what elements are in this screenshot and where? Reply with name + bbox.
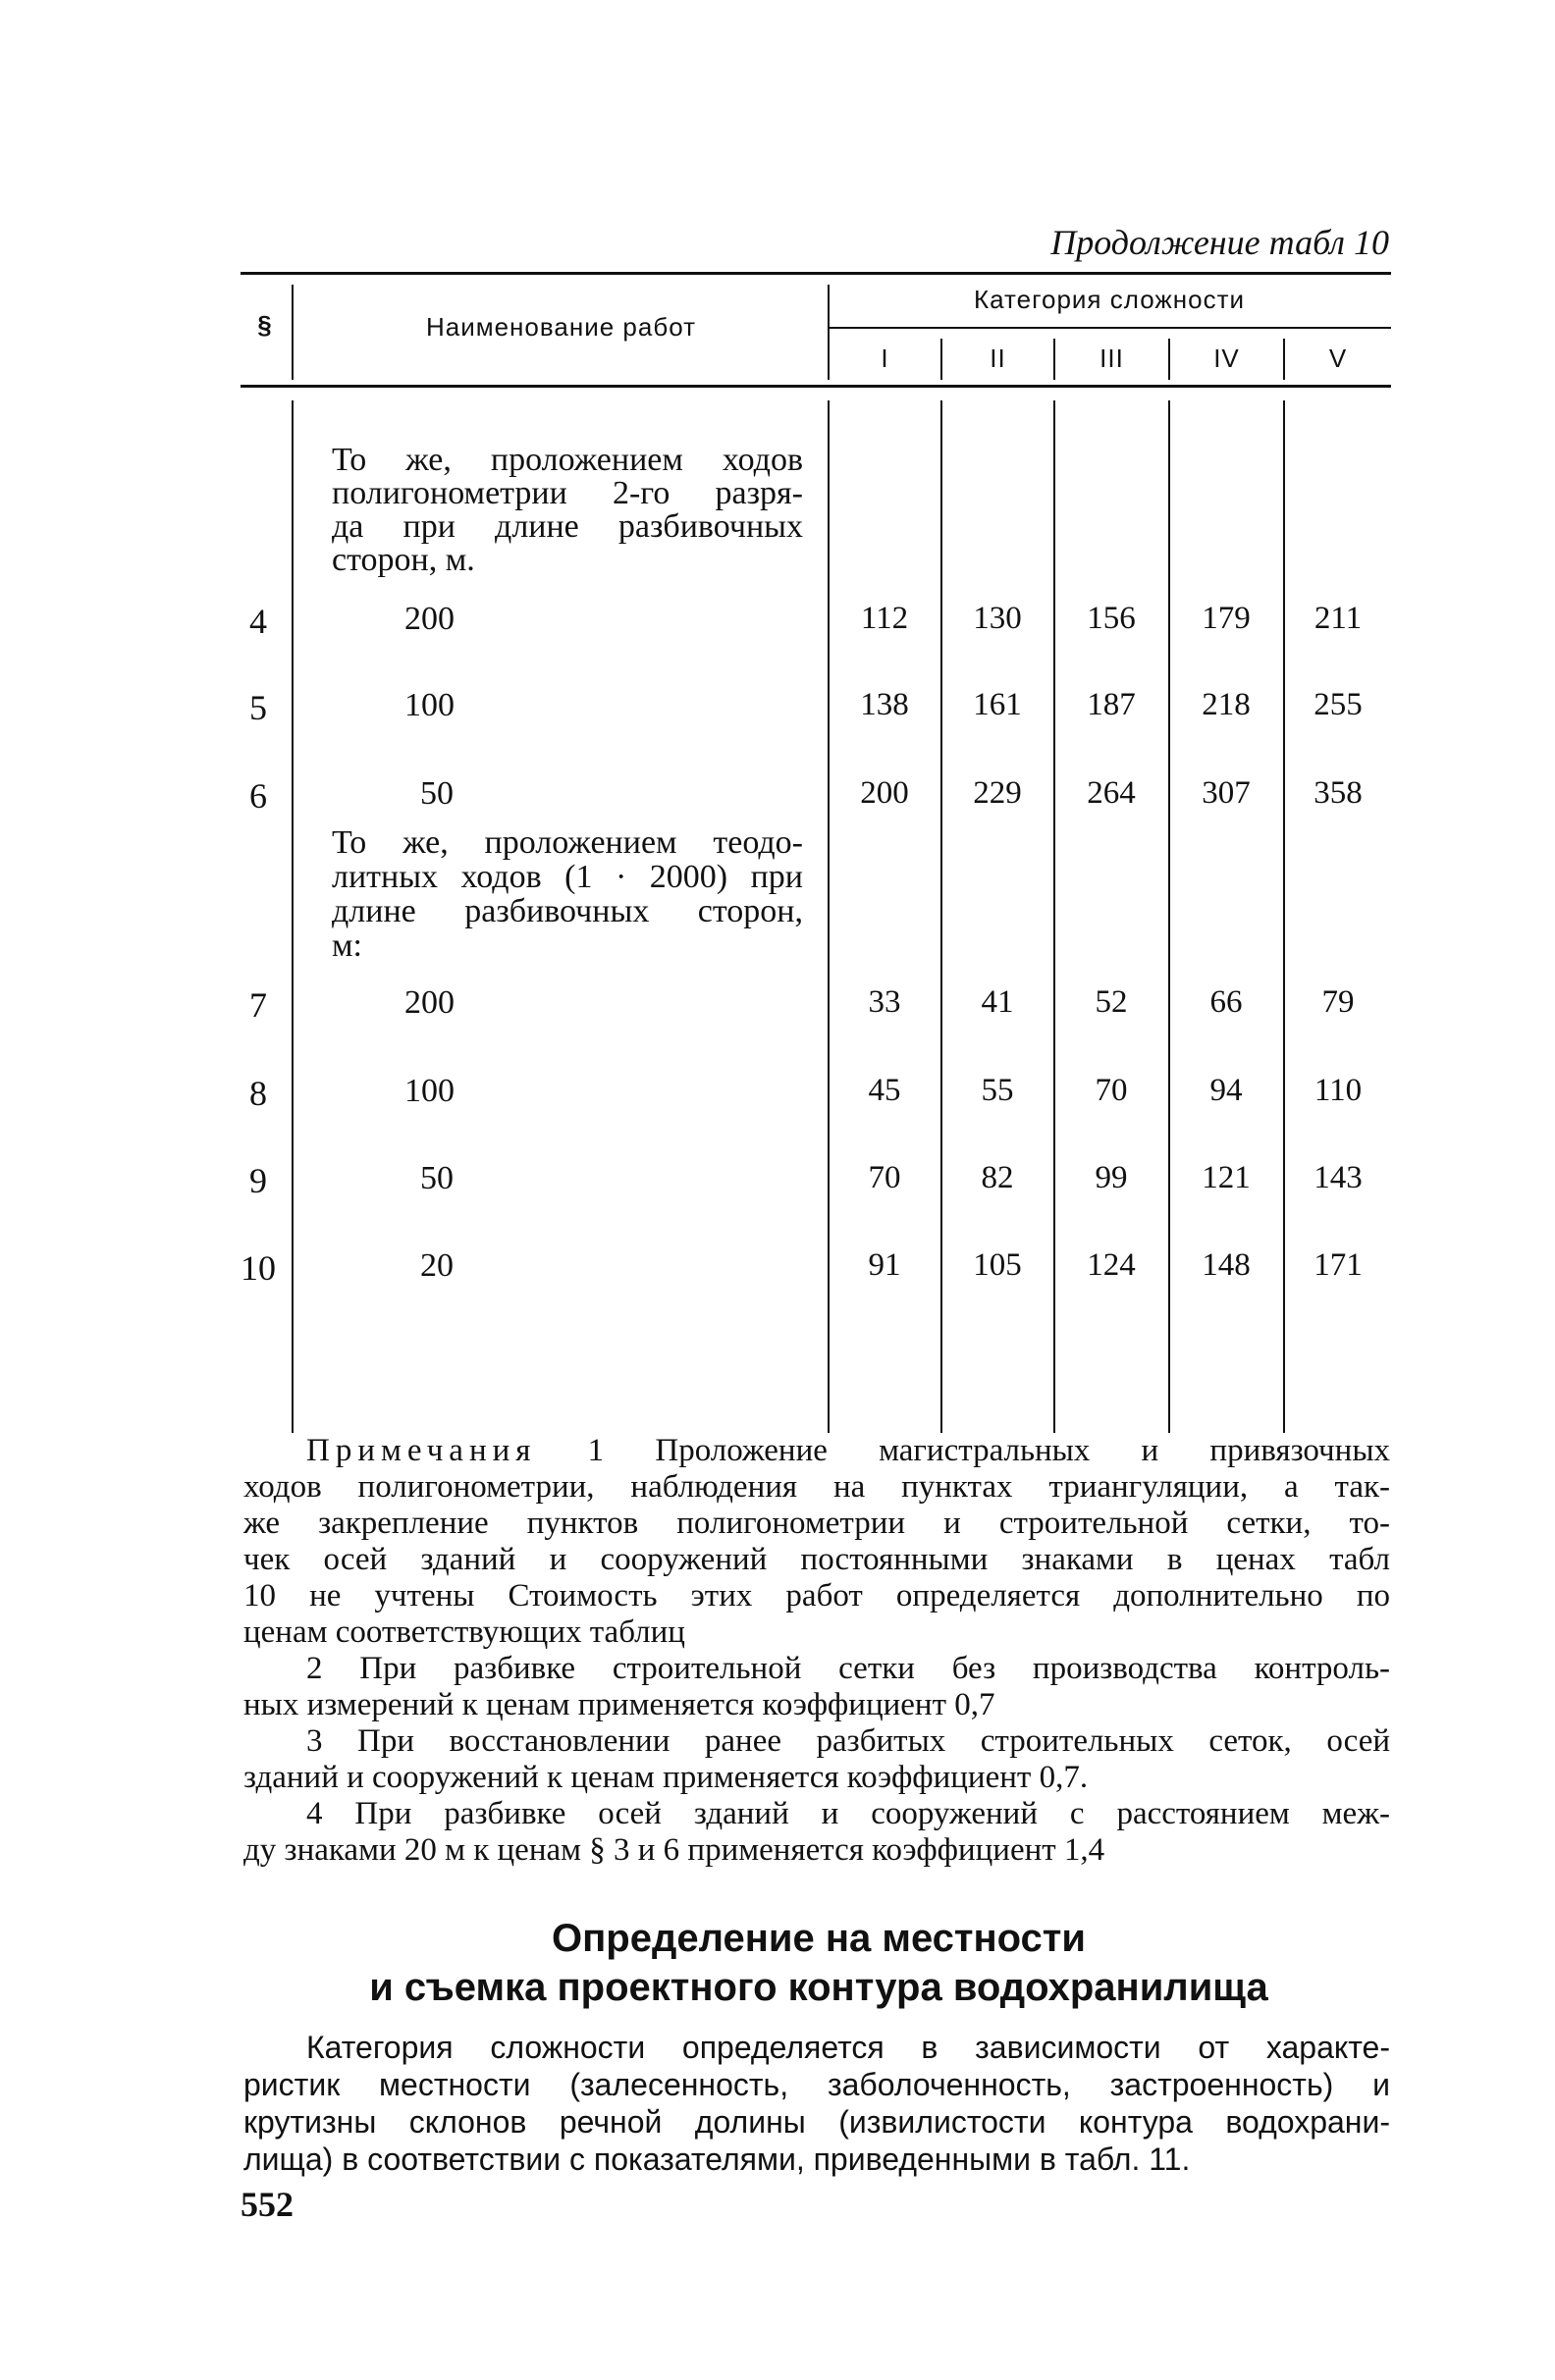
table-continuation-label: Продолжение табл 10 xyxy=(1050,223,1389,262)
table-cell: 229 xyxy=(973,775,1022,811)
note-line: ценам соответствующих таблиц xyxy=(243,1614,685,1650)
column-header-category-group: Категория сложности xyxy=(973,285,1246,314)
table-cell: 218 xyxy=(1202,687,1251,722)
section-description-line: То же, проложением ходов xyxy=(332,442,803,478)
table-cell: 112 xyxy=(860,601,909,636)
row-length-value: 50 xyxy=(420,1160,454,1196)
note-line: ных измерений к ценам применяется коэффициент 0,7 xyxy=(243,1687,995,1722)
table-cell: 130 xyxy=(973,601,1022,636)
table-cell: 161 xyxy=(973,687,1022,722)
section-heading-line: Определение на местности xyxy=(552,1917,1086,1960)
row-length-value: 50 xyxy=(420,775,454,812)
page-number: 552 xyxy=(241,2185,294,2224)
column-rule xyxy=(1053,400,1055,1433)
header-bottom-rule xyxy=(241,385,1391,388)
note-line: зданий и сооружений к ценам применяется коэффициент 0,7. xyxy=(243,1760,1089,1795)
row-length-value: 100 xyxy=(404,687,455,723)
column-rule xyxy=(940,400,942,1433)
table-cell: 110 xyxy=(1314,1073,1363,1108)
table-top-rule xyxy=(241,272,1391,275)
row-number: 7 xyxy=(249,985,267,1025)
table-cell: 41 xyxy=(981,984,1014,1020)
section-description-line: м: xyxy=(332,927,362,964)
row-length-value: 100 xyxy=(404,1073,455,1109)
table-cell: 138 xyxy=(860,687,909,722)
table-cell: 79 xyxy=(1321,984,1355,1020)
table-cell: 105 xyxy=(973,1247,1022,1283)
row-number: 9 xyxy=(249,1161,267,1200)
category-divider-rule xyxy=(828,327,1391,329)
section-description-line: То же, проложением теодо- xyxy=(332,824,803,861)
table-cell: 143 xyxy=(1314,1160,1363,1195)
column-rule xyxy=(292,285,294,380)
paragraph-line: ристик местности (залесенность, заболоченность, застроенность) и xyxy=(243,2067,1390,2102)
note-line: 2 При разбивке строительной сетки без производства контроль- xyxy=(306,1651,1390,1686)
table-cell: 99 xyxy=(1095,1160,1128,1195)
table-cell: 33 xyxy=(868,984,901,1020)
note-line: же закрепление пунктов полигонометрии и строительной сетки, то- xyxy=(243,1506,1390,1541)
column-header-number: § xyxy=(257,310,273,340)
section-description-line: да при длине разбивочных xyxy=(332,508,803,545)
table-cell: 179 xyxy=(1202,601,1251,636)
row-length-value: 200 xyxy=(404,601,455,637)
table-cell: 211 xyxy=(1314,601,1363,636)
row-number: 5 xyxy=(249,688,267,727)
table-cell: 124 xyxy=(1087,1247,1136,1283)
table-cell: 70 xyxy=(1095,1073,1128,1108)
notes-label: Примечания xyxy=(306,1433,537,1468)
section-heading-line: и съемка проектного контура водохранилища xyxy=(369,1966,1268,2009)
table-cell: 264 xyxy=(1087,775,1136,811)
category-header-3: III xyxy=(1099,344,1124,373)
note-line: ходов полигонометрии, наблюдения на пунктах триангуляции, а так- xyxy=(243,1469,1390,1505)
paragraph-line: крутизны склонов речной долины (извилистости контура водохрани- xyxy=(243,2104,1390,2140)
note-line: 10 не учтены Стоимость этих работ определяется дополнительно по xyxy=(243,1578,1390,1613)
section-heading xyxy=(245,1914,1392,2012)
row-number: 8 xyxy=(249,1074,267,1113)
note-text: 1 Проложение магистральных и привязочных xyxy=(536,1433,1390,1468)
column-rule xyxy=(292,400,294,1433)
note-line: ду знаками 20 м к ценам § 3 и 6 применяется коэффициент 1,4 xyxy=(243,1832,1105,1868)
table-cell: 171 xyxy=(1314,1247,1363,1283)
section-description-line: длине разбивочных сторон, xyxy=(332,893,803,929)
column-header-name: Наименование работ xyxy=(425,312,697,342)
table-cell: 55 xyxy=(981,1073,1014,1108)
section-paragraph xyxy=(243,2029,1390,2178)
note-line: 3 При восстановлении ранее разбитых строительных сеток, осей xyxy=(306,1723,1390,1759)
table-cell: 70 xyxy=(868,1160,901,1195)
row-number: 4 xyxy=(249,602,267,641)
row-length-value: 200 xyxy=(404,984,455,1021)
table-cell: 82 xyxy=(981,1160,1014,1195)
row-number: 6 xyxy=(249,776,267,816)
row-number: 10 xyxy=(241,1248,276,1288)
table-cell: 94 xyxy=(1209,1073,1243,1108)
table-cell: 66 xyxy=(1209,984,1243,1020)
note-line: 4 При разбивке осей зданий и сооружений с расстоянием меж- xyxy=(306,1796,1390,1831)
table-cell: 156 xyxy=(1087,601,1136,636)
paragraph-line: лища) в соответствии с показателями, приведенными в табл. 11. xyxy=(243,2142,1191,2177)
table-cell: 52 xyxy=(1095,984,1128,1020)
category-header-2: II xyxy=(990,344,1006,373)
table-cell: 121 xyxy=(1202,1160,1251,1195)
category-header-4: IV xyxy=(1213,344,1240,373)
table-cell: 358 xyxy=(1314,775,1363,811)
table-cell: 91 xyxy=(868,1247,901,1283)
table-cell: 307 xyxy=(1202,775,1251,811)
category-header-5: V xyxy=(1328,344,1348,373)
column-rule xyxy=(828,400,830,1433)
category-header-1: I xyxy=(881,344,889,373)
table-cell: 45 xyxy=(868,1073,901,1108)
table-notes xyxy=(243,1433,1390,1869)
section-description-line: сторон, м. xyxy=(332,542,475,578)
section-description-line: литных ходов (1 · 2000) при xyxy=(332,859,803,895)
paragraph-line: Категория сложности определяется в зависимости от характе- xyxy=(306,2030,1390,2065)
table-cell: 148 xyxy=(1202,1247,1251,1283)
column-rule xyxy=(1168,400,1170,1433)
table-cell: 187 xyxy=(1087,687,1136,722)
note-line: чек осей зданий и сооружений постоянными знаками в ценах табл xyxy=(243,1542,1390,1577)
table-cell: 200 xyxy=(860,775,909,811)
table-cell: 255 xyxy=(1314,687,1363,722)
row-length-value: 20 xyxy=(420,1247,454,1284)
section-description-line: полигонометрии 2-го разря- xyxy=(332,475,803,511)
